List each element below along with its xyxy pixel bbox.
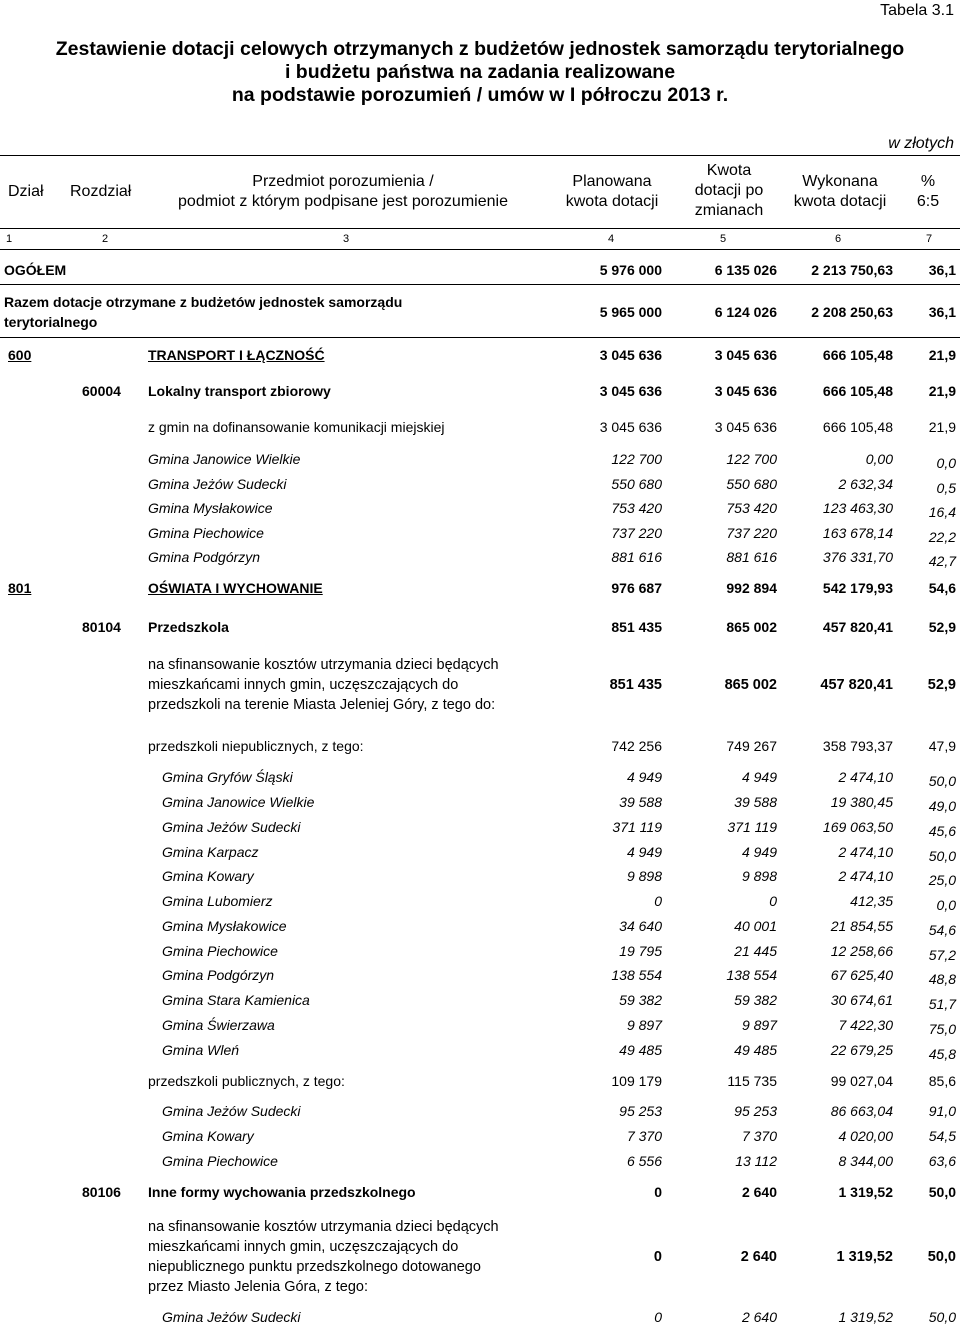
row-label: OGÓŁEM — [4, 262, 67, 278]
cell-plan: 0 — [654, 1309, 662, 1325]
ogolem-rule — [0, 284, 960, 285]
row-label: Gmina Mysłakowice — [162, 918, 287, 934]
cell-pct: 85,6 — [928, 1073, 956, 1089]
col-number-4: 4 — [608, 233, 615, 245]
cell-done: 86 663,04 — [830, 1103, 893, 1119]
cell-after: 39 588 — [734, 794, 777, 810]
row-label: Gmina Jeżów Sudecki — [162, 819, 301, 835]
header-kwota-line-1: Kwota — [706, 162, 752, 179]
cell-pct: 48,8 — [928, 971, 956, 987]
cell-pct: 51,7 — [928, 996, 956, 1012]
cell-after: 59 382 — [734, 992, 777, 1008]
cell-done: 412,35 — [850, 893, 893, 909]
cell-plan: 742 256 — [611, 738, 662, 754]
cell-plan: 550 680 — [611, 476, 662, 492]
cell-plan: 0 — [654, 1184, 662, 1200]
row-label: Gmina Janowice Wielkie — [162, 794, 315, 810]
cell-rozdzial: 60004 — [82, 383, 121, 399]
cell-done: 7 422,30 — [838, 1017, 893, 1033]
cell-plan: 39 588 — [619, 794, 662, 810]
cell-after: 3 045 636 — [714, 419, 777, 435]
row-label: Gmina Lubomierz — [162, 893, 273, 909]
cell-plan: 371 119 — [612, 819, 662, 835]
title-line-2: i budżetu państwa na zadania realizowane — [284, 61, 676, 83]
row-label-line-1: na sfinansowanie kosztów utrzymania dzieci będących — [148, 1219, 499, 1235]
cell-after: 865 002 — [724, 677, 777, 693]
cell-after: 40 001 — [734, 918, 777, 934]
header-planowana-line-2: kwota dotacji — [565, 193, 659, 210]
document-title — [0, 38, 960, 107]
cell-plan: 3 045 636 — [599, 347, 662, 363]
cell-plan: 49 485 — [619, 1042, 662, 1058]
col-number-2: 2 — [102, 233, 109, 245]
cell-done: 8 344,00 — [838, 1153, 893, 1169]
razem-rule — [0, 337, 960, 338]
unit-label: w złotych — [888, 135, 954, 152]
cell-pct: 52,9 — [927, 677, 956, 693]
cell-pct: 75,0 — [928, 1021, 956, 1037]
row-label: Gmina Świerzawa — [162, 1017, 275, 1033]
cell-pct: 45,8 — [928, 1046, 956, 1062]
table-number: Tabela 3.1 — [880, 2, 954, 19]
row-label-line-1: na sfinansowanie kosztów utrzymania dzieci będących — [148, 657, 499, 673]
row-label: przedszkoli niepublicznych, z tego: — [148, 738, 364, 754]
cell-after: 3 045 636 — [714, 383, 777, 399]
cell-after: 749 267 — [726, 738, 777, 754]
cell-done: 2 213 750,63 — [811, 262, 893, 278]
row-label: Gmina Jeżów Sudecki — [148, 476, 287, 492]
row-label: Gmina Podgórzyn — [148, 549, 261, 565]
cell-done: 169 063,50 — [822, 819, 893, 835]
cell-after: 115 735 — [727, 1073, 777, 1089]
col-number-5: 5 — [720, 233, 727, 245]
cell-pct: 50,0 — [928, 1309, 956, 1325]
row-label-line-3: niepublicznego punktu przedszkolnego dotowanego — [148, 1259, 481, 1275]
cell-after: 550 680 — [726, 476, 777, 492]
cell-plan: 976 687 — [611, 580, 662, 596]
cell-pct: 50,0 — [927, 1249, 956, 1265]
cell-pct: 21,9 — [928, 347, 956, 363]
cell-after: 865 002 — [726, 619, 777, 635]
cell-pct: 54,5 — [928, 1128, 956, 1144]
cell-after: 122 700 — [726, 451, 777, 467]
cell-pct: 22,2 — [928, 529, 956, 545]
row-label: Gmina Jeżów Sudecki — [162, 1103, 301, 1119]
cell-plan: 753 420 — [611, 500, 662, 516]
cell-done: 2 474,10 — [838, 769, 893, 785]
cell-pct: 49,0 — [928, 798, 956, 814]
cell-plan: 851 435 — [609, 677, 662, 693]
cell-plan: 0 — [653, 1249, 662, 1265]
header-procent-line-2: 6:5 — [916, 193, 940, 210]
cell-done: 666 105,48 — [822, 347, 893, 363]
cell-plan: 9 897 — [626, 1017, 662, 1033]
cell-plan: 3 045 636 — [599, 383, 662, 399]
cell-pct: 47,9 — [928, 738, 956, 754]
cell-done: 67 625,40 — [830, 967, 893, 983]
row-label: OŚWIATA I WYCHOWANIE — [148, 580, 323, 596]
cell-after: 6 124 026 — [714, 304, 777, 320]
cell-plan: 59 382 — [619, 992, 662, 1008]
cell-after: 49 485 — [734, 1042, 777, 1058]
title-line-3: na podstawie porozumień / umów w I półroczu 2013 r. — [231, 84, 729, 106]
cell-plan: 4 949 — [626, 844, 662, 860]
cell-plan: 5 976 000 — [599, 262, 662, 278]
cell-done: 99 027,04 — [830, 1073, 893, 1089]
cell-pct: 54,6 — [928, 580, 956, 596]
cell-pct: 63,6 — [928, 1153, 956, 1169]
row-label-line-4: przez Miasto Jelenia Góra, z tego: — [148, 1279, 369, 1295]
cell-plan: 7 370 — [626, 1128, 662, 1144]
cell-pct: 0,5 — [936, 480, 956, 496]
cell-pct: 45,6 — [928, 823, 956, 839]
header-wykonana — [780, 172, 900, 212]
cell-done: 666 105,48 — [822, 383, 893, 399]
cell-done: 457 820,41 — [820, 677, 893, 693]
cell-plan: 737 220 — [611, 525, 662, 541]
header-przedmiot-line-1: Przedmiot porozumienia / — [252, 173, 434, 190]
header-kwota-po-zmianach — [676, 161, 782, 221]
cell-after: 7 370 — [741, 1128, 777, 1144]
cell-pct: 36,1 — [928, 262, 956, 278]
cell-plan: 4 949 — [626, 769, 662, 785]
cell-pct: 54,6 — [928, 922, 956, 938]
cell-done: 457 820,41 — [822, 619, 893, 635]
row-label: Gmina Jeżów Sudecki — [162, 1309, 301, 1325]
cell-done: 2 208 250,63 — [811, 304, 893, 320]
row-label: Gmina Podgórzyn — [162, 967, 275, 983]
col-number-7: 7 — [926, 233, 933, 245]
cell-pct: 21,9 — [928, 383, 956, 399]
cell-done: 0,00 — [865, 451, 893, 467]
cell-pct: 21,9 — [928, 419, 956, 435]
cell-dzial: 801 — [8, 580, 32, 596]
cell-after: 371 119 — [727, 819, 777, 835]
row-label: TRANSPORT I ŁĄCZNOŚĆ — [148, 347, 325, 363]
cell-done: 2 474,10 — [838, 844, 893, 860]
header-procent-line-1: % — [920, 173, 936, 190]
cell-after: 9 898 — [741, 868, 777, 884]
cell-plan: 34 640 — [619, 918, 662, 934]
row-label: Lokalny transport zbiorowy — [148, 383, 331, 399]
cell-after: 138 554 — [726, 967, 777, 983]
cell-plan: 95 253 — [619, 1103, 662, 1119]
cell-done: 12 258,66 — [830, 943, 893, 959]
cell-done: 1 319,52 — [838, 1309, 893, 1325]
cell-after: 737 220 — [726, 525, 777, 541]
row-label-line-3: przedszkoli na terenie Miasta Jeleniej Góry, z tego do: — [148, 697, 496, 713]
cell-plan: 881 616 — [611, 549, 662, 565]
cell-rozdzial: 80106 — [82, 1184, 121, 1200]
cell-done: 21 854,55 — [830, 918, 893, 934]
cell-done: 1 319,52 — [836, 1249, 893, 1265]
cell-pct: 16,4 — [928, 504, 956, 520]
cell-plan: 5 965 000 — [599, 304, 662, 320]
row-label-line-2: terytorialnego — [4, 314, 98, 330]
cell-pct: 50,0 — [928, 1184, 956, 1200]
cell-done: 666 105,48 — [822, 419, 893, 435]
cell-pct: 52,9 — [928, 619, 956, 635]
cell-pct: 0,0 — [936, 455, 956, 471]
header-kwota-line-2: dotacji po — [694, 182, 764, 199]
cell-done: 2 632,34 — [838, 476, 893, 492]
cell-pct: 91,0 — [928, 1103, 956, 1119]
header-przedmiot — [148, 172, 538, 212]
cell-after: 2 640 — [741, 1309, 777, 1325]
row-label: Gmina Stara Kamienica — [162, 992, 310, 1008]
cell-done: 22 679,25 — [830, 1042, 893, 1058]
row-label: Gmina Wleń — [162, 1042, 240, 1058]
cell-pct: 36,1 — [928, 304, 956, 320]
row-label: Gmina Kowary — [162, 1128, 254, 1144]
row-label: Gmina Karpacz — [162, 844, 259, 860]
header-mid-rule — [0, 228, 960, 229]
header-planowana-line-1: Planowana — [572, 173, 652, 190]
cell-done: 123 463,30 — [822, 500, 893, 516]
header-planowana — [550, 172, 674, 212]
row-label-line-2: mieszkańcami innych gmin, uczęszczających do — [148, 1239, 459, 1255]
cell-after: 13 112 — [735, 1153, 777, 1169]
row-label: Inne formy wychowania przedszkolnego — [148, 1184, 416, 1200]
cell-pct: 0,0 — [936, 897, 956, 913]
row-label-line-1: Razem dotacje otrzymane z budżetów jednostek samorządu — [4, 294, 403, 310]
cell-after: 753 420 — [726, 500, 777, 516]
cell-pct: 50,0 — [928, 773, 956, 789]
cell-plan: 0 — [654, 893, 662, 909]
row-label-line-2: mieszkańcami innych gmin, uczęszczających do — [148, 677, 459, 693]
header-przedmiot-line-2: podmiot z którym podpisane jest porozumienie — [178, 193, 508, 210]
cell-done: 542 179,93 — [822, 580, 893, 596]
header-kwota-line-3: zmianach — [694, 202, 764, 219]
row-label: Gmina Kowary — [162, 868, 254, 884]
cell-after: 881 616 — [726, 549, 777, 565]
cell-after: 3 045 636 — [714, 347, 777, 363]
cell-done: 376 331,70 — [822, 549, 893, 565]
cell-after: 4 949 — [741, 844, 777, 860]
cell-after: 21 445 — [734, 943, 777, 959]
header-top-rule — [0, 155, 960, 156]
cell-after: 6 135 026 — [714, 262, 777, 278]
cell-after: 95 253 — [734, 1103, 777, 1119]
title-line-1: Zestawienie dotacji celowych otrzymanych z budżetów jednostek samorządu terytorialnego — [55, 38, 905, 60]
header-dzial: Dział — [8, 183, 44, 200]
cell-after: 0 — [769, 893, 777, 909]
cell-done: 2 474,10 — [838, 868, 893, 884]
row-label: Gmina Mysłakowice — [148, 500, 273, 516]
cell-plan: 122 700 — [611, 451, 662, 467]
cell-plan: 19 795 — [619, 943, 662, 959]
row-label: Gmina Piechowice — [148, 525, 264, 541]
cell-dzial: 600 — [8, 347, 32, 363]
cell-pct: 50,0 — [928, 848, 956, 864]
cell-done: 163 678,14 — [822, 525, 893, 541]
cell-plan: 9 898 — [626, 868, 662, 884]
cell-after: 2 640 — [740, 1249, 777, 1265]
header-rozdzial: Rozdział — [70, 183, 132, 200]
cell-rozdzial: 80104 — [82, 619, 121, 635]
header-procent — [900, 172, 956, 212]
cell-plan: 109 179 — [611, 1073, 662, 1089]
cell-plan: 138 554 — [611, 967, 662, 983]
cell-done: 19 380,45 — [830, 794, 893, 810]
header-wykonana-line-2: kwota dotacji — [793, 193, 887, 210]
header-bottom-rule — [0, 249, 960, 250]
cell-done: 1 319,52 — [838, 1184, 893, 1200]
row-label: Gmina Janowice Wielkie — [148, 451, 301, 467]
row-label: Przedszkola — [148, 619, 229, 635]
col-number-1: 1 — [6, 233, 13, 245]
row-label: Gmina Piechowice — [162, 1153, 278, 1169]
col-number-6: 6 — [835, 233, 842, 245]
cell-after: 4 949 — [741, 769, 777, 785]
header-wykonana-line-1: Wykonana — [802, 173, 878, 190]
row-label: Gmina Piechowice — [162, 943, 278, 959]
cell-after: 9 897 — [741, 1017, 777, 1033]
row-label: z gmin na dofinansowanie komunikacji miejskiej — [148, 419, 445, 435]
cell-pct: 42,7 — [928, 553, 956, 569]
cell-done: 358 793,37 — [822, 738, 893, 754]
cell-after: 2 640 — [741, 1184, 777, 1200]
cell-pct: 57,2 — [928, 947, 956, 963]
cell-plan: 6 556 — [626, 1153, 662, 1169]
cell-plan: 3 045 636 — [599, 419, 662, 435]
cell-plan: 851 435 — [611, 619, 662, 635]
row-label: przedszkoli publicznych, z tego: — [148, 1073, 345, 1089]
col-number-3: 3 — [343, 233, 350, 245]
cell-done: 30 674,61 — [830, 992, 893, 1008]
cell-pct: 25,0 — [928, 872, 956, 888]
row-label: Gmina Gryfów Śląski — [162, 769, 293, 785]
cell-done: 4 020,00 — [838, 1128, 893, 1144]
cell-after: 992 894 — [726, 580, 777, 596]
